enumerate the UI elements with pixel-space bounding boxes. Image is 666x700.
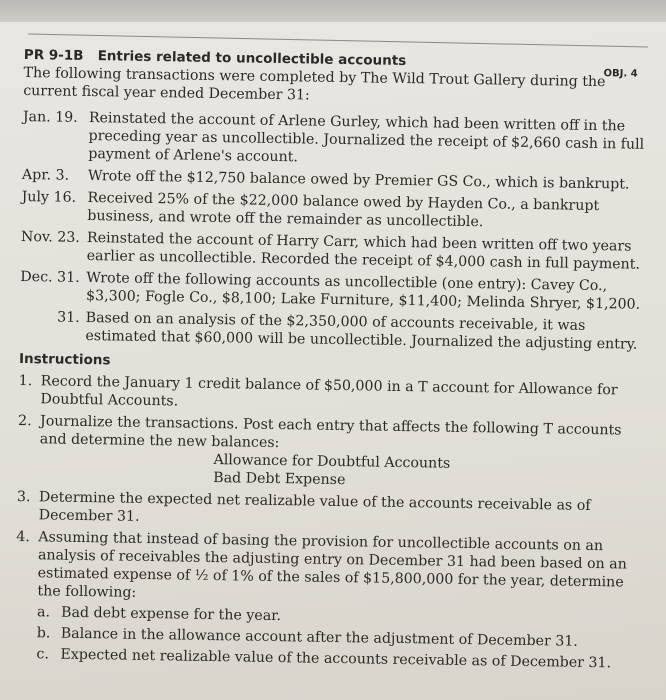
subitem-letter: b. bbox=[36, 625, 51, 642]
subitem-text: Balance in the allowance account after the adjustment of December 31. bbox=[60, 625, 578, 650]
t-account-bad-debt: Bad Debt Expense bbox=[213, 470, 346, 489]
instruction-text: Journalize the transactions. Post each entry that affects the following T accounts and determine the new balances: bbox=[39, 413, 622, 452]
objective-label: OBJ. 4 bbox=[603, 68, 638, 80]
transaction-text: Reinstated the account of Harry Carr, which had been written off two years earlier as uncollectible. Recorded the receipt of $4,000 cash in full payment. bbox=[86, 230, 641, 273]
transaction-text: Based on an analysis of the $2,350,000 of accounts receivable, it was estimated that $60,000 will be uncollectible. Journalized the adjusting entry. bbox=[85, 310, 638, 353]
instructions-heading: Instructions bbox=[18, 350, 111, 369]
instruction-number: 1. bbox=[18, 372, 33, 390]
transaction-text: Reinstated the account of Arlene Gurley, which had been written off in the preceding year as uncollectible. Journalized the receipt of $2,660 cash in full payment of Arlene's account. bbox=[88, 110, 645, 166]
instruction-text: Record the January 1 credit balance of $50,000 in a T account for Allowance for Doubtful Accounts. bbox=[40, 373, 618, 410]
subitem-letter: c. bbox=[36, 646, 50, 663]
transaction-date: Jan. 19. bbox=[22, 108, 78, 126]
transaction-date: Nov. 23. bbox=[20, 228, 80, 246]
transaction-row bbox=[21, 228, 643, 274]
transaction-text: Wrote off the following accounts as uncollectible (one entry): Cavey Co., $3,300; Fogle Co., $8,100; Lake Furniture, $11,400; Melinda Shryer, $1,200. bbox=[85, 270, 641, 313]
transaction-date: Apr. 3. bbox=[21, 166, 70, 184]
subitem-text: Expected net realizable value of the accounts receivable as of December 31. bbox=[60, 646, 612, 672]
transaction-text: Received 25% of the $22,000 balance owed by Hayden Co., a bankrupt business, and wrote off the remainder as uncollectible. bbox=[87, 190, 600, 231]
instruction-number: 2. bbox=[17, 412, 32, 430]
problem-content bbox=[14, 46, 646, 673]
transaction-text: Wrote off the $12,750 balance owed by Premier GS Co., which is bankrupt. bbox=[87, 168, 630, 193]
page-top-band bbox=[0, 0, 666, 22]
transaction-row bbox=[22, 108, 645, 172]
instruction-text: Determine the expected net realizable value of the accounts receivable as of December 31. bbox=[38, 489, 591, 525]
intro-text: The following transactions were completed by The Wild Trout Gallery during the current fiscal year ended December 31: bbox=[23, 64, 606, 104]
instruction-item bbox=[16, 488, 638, 534]
instruction-text: Assuming that instead of basing the provision for uncollectible accounts on an analysis of receivables the adjusting entry on December 31 had been based on an estimated expense of ½ of 1% of the sales of $15,800,000 for the year, determine the following: bbox=[37, 529, 627, 601]
header-rule bbox=[28, 34, 648, 48]
problem-code: PR 9-1B bbox=[23, 46, 84, 64]
transaction-row bbox=[21, 188, 643, 234]
transaction-date: 31. bbox=[57, 309, 80, 326]
transaction-row bbox=[19, 308, 641, 354]
transaction-row bbox=[20, 268, 642, 314]
subitem-letter: a. bbox=[36, 604, 51, 621]
instruction-number: 4. bbox=[16, 528, 30, 546]
transaction-date: July 16. bbox=[21, 188, 77, 206]
instruction-number: 3. bbox=[16, 488, 31, 506]
problem-title: Entries related to uncollectible accounts bbox=[97, 48, 407, 70]
instruction-item bbox=[18, 372, 640, 418]
transaction-date: Dec. 31. bbox=[20, 268, 80, 286]
instruction-item bbox=[15, 528, 638, 610]
subitem-text: Bad debt expense for the year. bbox=[60, 604, 282, 625]
t-account-allowance: Allowance for Doubtful Accounts bbox=[213, 452, 451, 472]
